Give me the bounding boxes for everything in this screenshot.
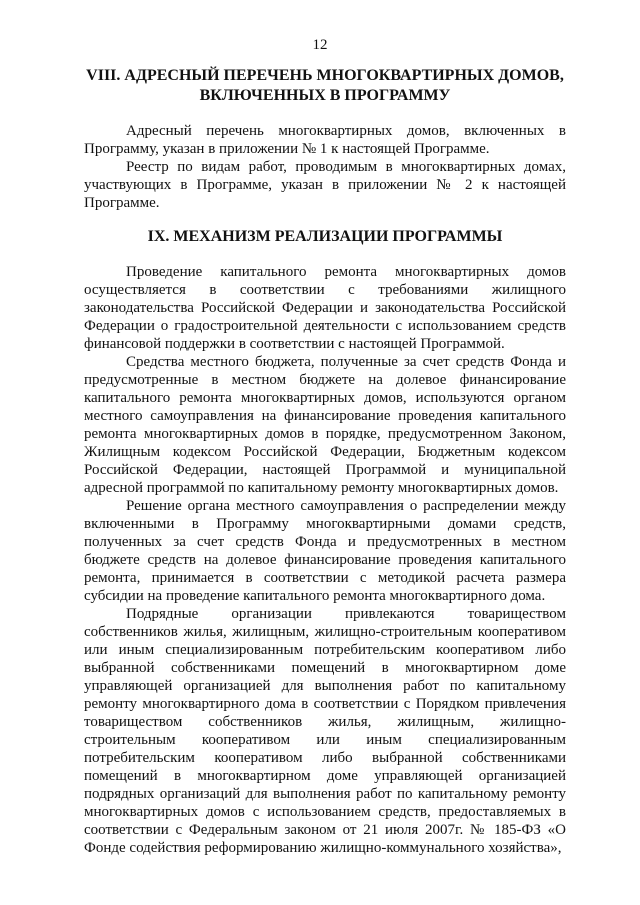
section-8-heading-line-1: VIII. АДРЕСНЫЙ ПЕРЕЧЕНЬ МНОГОКВАРТИРНЫХ ДОМОВ,: [86, 67, 564, 84]
page-content: [84, 62, 566, 857]
section-9-paragraph-2: Средства местного бюджета, полученные за счет средств Фонда и предусмотренные в местном бюджете на долевое финансирование капитального ремонта многоквартирных домов, используются органом местного самоуправления на финансирование проведения капитального ремонта многоквартирных домов в порядке, предусмотренном Законом, Жилищным кодексом Российской Федерации, Бюджетным кодексом Российской Федерации, настоящей Программой и муниципальной адресной программой по капитальному ремонту многоквартирных домов.: [84, 354, 566, 496]
section-9-paragraph-4: Подрядные организации привлекаются товариществом собственников жилья, жилищным, жилищно-строительным кооперативом или иным специализированным потребительским кооперативом либо выбранной собственниками помещений в многоквартирном доме управляющей организацией для выполнения работ по капитальному ремонту многоквартирного дома в соответствии с Порядком привлечения товариществом собственников жилья, жилищным, жилищно-строительным кооперативом или иным специализированным потребительским кооперативом либо выбранной собственниками помещений в многоквартирном доме управляющей организацией подрядных организаций для выполнения работ по капитальному ремонту многоквартирных домов с использованием средств, предоставляемых в соответствии с Федеральным законом от 21 июля 2007г. № 185-ФЗ «О Фонде содействия реформированию жилищно-коммунального хозяйства»,: [84, 606, 566, 856]
section-8-heading: [84, 66, 566, 106]
section-8-paragraph-1: Адресный перечень многоквартирных домов, включенных в Программу, указан в приложении № 1 к настоящей Программе.: [84, 123, 566, 157]
section-9-paragraph-1: Проведение капитального ремонта многоквартирных домов осуществляется в соответствии с требованиями жилищного законодательства Российской Федерации и законодательства Российской Федерации о градостроительной деятельности с использованием средств финансовой поддержки в соответствии с настоящей Программой.: [84, 264, 566, 352]
section-9-paragraph-3: Решение органа местного самоуправления о распределении между включенными в Программу многоквартирными домами средств, полученных за счет средств Фонда и предусмотренных в местном бюджете средств на долевое финансирование проведения капитального ремонта, принимается в соответствии с методикой расчета размера субсидии на проведение капитального ремонта многоквартирного дома.: [84, 498, 566, 604]
page-number: 12: [312, 37, 328, 53]
section-9-heading: IX. МЕХАНИЗМ РЕАЛИЗАЦИИ ПРОГРАММЫ: [147, 228, 503, 245]
section-8-paragraph-2: Реестр по видам работ, проводимым в многоквартирных домах, участвующих в Программе, указан в приложении № 2 к настоящей Программе.: [84, 159, 566, 211]
section-8-heading-line-2: ВКЛЮЧЕННЫХ В ПРОГРАММУ: [199, 87, 451, 104]
